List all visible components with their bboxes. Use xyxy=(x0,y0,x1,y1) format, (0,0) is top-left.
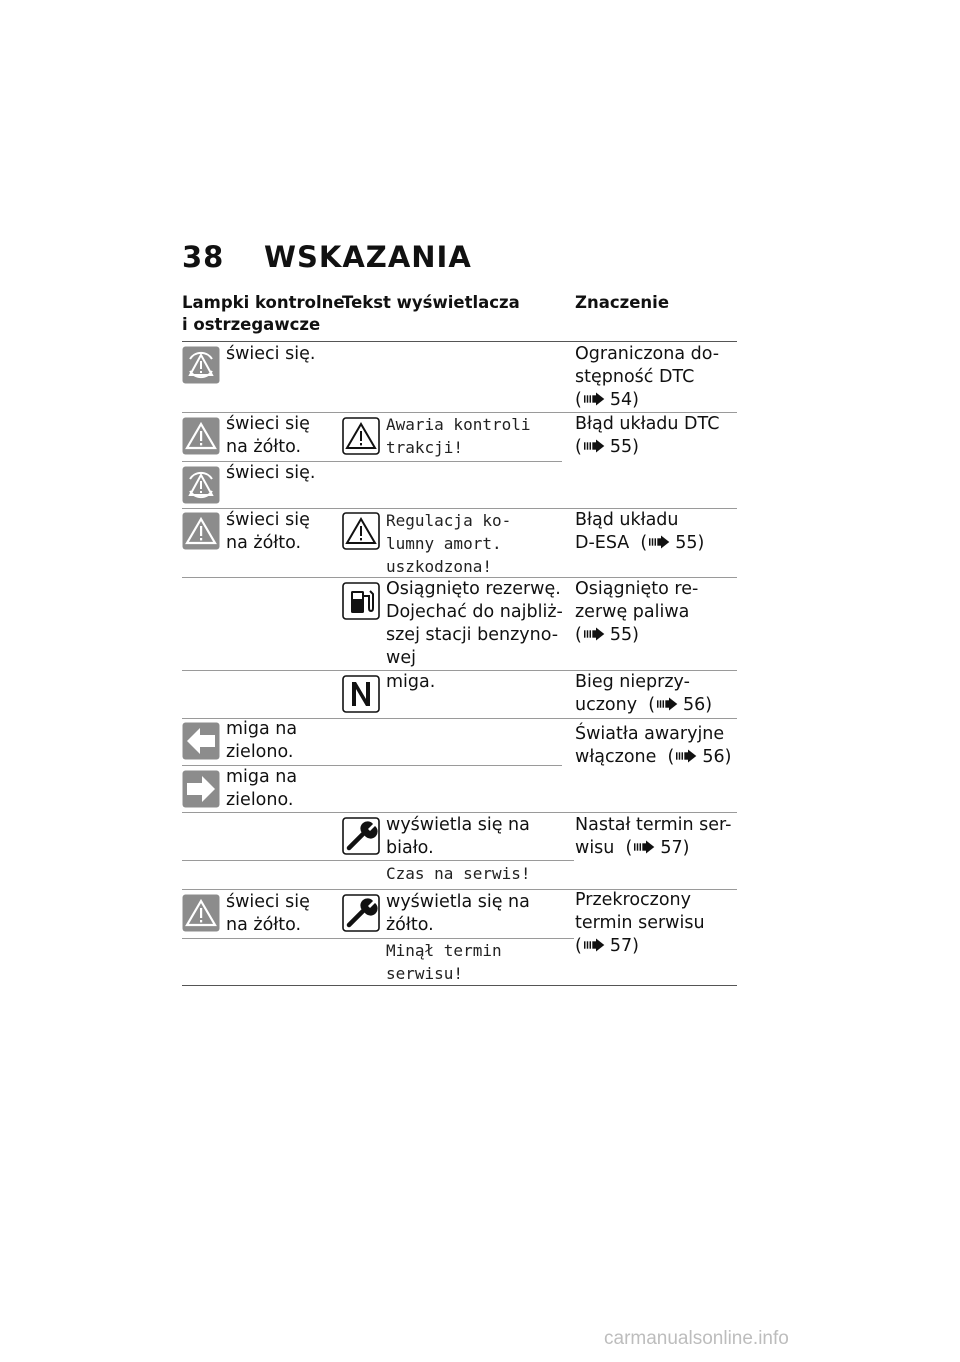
reference-arrow-icon xyxy=(584,626,608,642)
page-heading xyxy=(182,240,472,274)
row4-status-line1: świeci się xyxy=(226,510,310,530)
row9-display-line1: wyświetla się na xyxy=(386,815,530,835)
row10-display xyxy=(386,891,530,937)
row5-display-line3: szej stacji benzyno- xyxy=(386,625,559,645)
table-bottom-rule xyxy=(182,985,737,986)
row9-display-text: Czas na serwis! xyxy=(386,864,531,883)
row3-status: świeci się. xyxy=(226,463,316,483)
row4-status xyxy=(226,509,310,555)
page-number: 38 xyxy=(182,240,225,274)
row10-display-line2: żółto. xyxy=(386,915,434,935)
row6-meaning xyxy=(575,671,712,717)
row-divider xyxy=(182,860,574,861)
row2-ref-text: 55) xyxy=(609,437,639,457)
reference-arrow-icon xyxy=(584,438,608,454)
row9-meaning-line2-text: wisu xyxy=(575,838,615,858)
row7-meaning-line2: włączone ( 56) xyxy=(575,747,732,767)
row5-display-line1: Osiągnięto rezerwę. xyxy=(386,579,561,599)
column-header-meaning: Znaczenie xyxy=(575,293,670,312)
row2-ref: ( 55) xyxy=(575,437,639,457)
row7-meaning xyxy=(575,723,731,769)
row10-display-text xyxy=(386,939,502,985)
row2-status xyxy=(226,413,310,459)
row6-meaning-line2: uczony ( 56) xyxy=(575,695,713,715)
row10-meaning-line2: termin serwisu xyxy=(575,913,705,933)
watermark-footer[interactable]: carmanualsonline.info xyxy=(604,1328,789,1349)
row8-status-line1: miga na xyxy=(226,767,298,787)
row10-display-line1: wyświetla się na xyxy=(386,892,530,912)
row-divider xyxy=(182,812,737,813)
row7-status xyxy=(226,718,297,764)
warning-triangle-icon xyxy=(182,512,220,550)
warning-triangle-outline-icon xyxy=(342,417,380,455)
row4-meaning xyxy=(575,509,704,555)
row5-meaning xyxy=(575,578,698,647)
row9-display-line2: biało. xyxy=(386,838,434,858)
row4-ref-text: 55) xyxy=(675,533,705,553)
turn-left-icon xyxy=(182,722,220,760)
row7-meaning-line2-text: włączone xyxy=(575,747,657,767)
page-title: WSKAZANIA xyxy=(264,240,472,274)
row2-display-line2: trakcji! xyxy=(386,438,464,457)
header-rule xyxy=(182,341,737,342)
row6-display: miga. xyxy=(386,672,436,692)
warning-triangle-icon xyxy=(182,894,220,932)
row5-display-line2: Dojechać do najbliż- xyxy=(386,602,563,622)
reference-arrow-icon xyxy=(584,937,608,953)
row4-display-line3: uszkodzona! xyxy=(386,557,492,576)
column-header-lamps-line2: i ostrzegawcze xyxy=(182,315,321,334)
row4-display-line1: Regulacja ko- xyxy=(386,511,512,530)
row9-meaning-line1: Nastał termin ser- xyxy=(575,815,732,835)
row2-status-line2: na żółto. xyxy=(226,437,302,457)
row10-display-text-line2: serwisu! xyxy=(386,964,464,983)
row10-status-line2: na żółto. xyxy=(226,915,302,935)
row6-ref-text: 56) xyxy=(683,695,713,715)
row5-meaning-line2: zerwę paliwa xyxy=(575,602,690,622)
reference-arrow-icon xyxy=(584,391,608,407)
row10-display-text-line1: Minął termin xyxy=(386,941,502,960)
row5-ref-text: 55) xyxy=(609,625,639,645)
warning-rotate-icon xyxy=(182,346,220,384)
row4-meaning-line1: Błąd układu xyxy=(575,510,679,530)
row1-meaning xyxy=(575,343,719,412)
row10-status-line1: świeci się xyxy=(226,892,310,912)
row8-status xyxy=(226,766,297,812)
row7-meaning-line1: Światła awaryjne xyxy=(575,724,725,744)
row5-ref: ( 55) xyxy=(575,625,639,645)
row4-display-line2: lumny amort. xyxy=(386,534,502,553)
reference-arrow-icon xyxy=(676,748,700,764)
row8-status-line2: zielono. xyxy=(226,790,294,810)
row2-meaning xyxy=(575,413,719,459)
row5-meaning-line1: Osiągnięto re- xyxy=(575,579,699,599)
turn-right-icon xyxy=(182,770,220,808)
reference-arrow-icon xyxy=(634,839,658,855)
row4-meaning-line2: D-ESA ( 55) xyxy=(575,533,705,553)
row10-status xyxy=(226,891,310,937)
row1-ref: ( 54) xyxy=(575,390,639,410)
row4-display xyxy=(386,509,511,578)
row2-meaning-line1: Błąd układu DTC xyxy=(575,414,720,434)
column-header-lamps xyxy=(182,292,345,336)
row7-ref-text: 56) xyxy=(702,747,732,767)
row1-ref-text: 54) xyxy=(609,390,639,410)
fuel-pump-icon xyxy=(342,582,380,620)
row10-ref: ( 57) xyxy=(575,936,639,956)
row10-meaning-line1: Przekroczony xyxy=(575,890,692,910)
row-divider xyxy=(182,938,574,939)
row2-display xyxy=(386,413,531,459)
row5-display-line4: wej xyxy=(386,648,416,668)
warning-rotate-icon xyxy=(182,466,220,504)
warning-triangle-outline-icon xyxy=(342,512,380,550)
row10-ref-text: 57) xyxy=(609,936,639,956)
row6-meaning-line1: Bieg nieprzy- xyxy=(575,672,690,692)
row10-meaning xyxy=(575,889,705,958)
row7-status-line1: miga na xyxy=(226,719,298,739)
reference-arrow-icon xyxy=(657,696,681,712)
wrench-icon xyxy=(342,817,380,855)
row9-meaning-line2: wisu ( 57) xyxy=(575,838,690,858)
warning-triangle-icon xyxy=(182,417,220,455)
row5-display xyxy=(386,578,563,670)
row2-status-line1: świeci się xyxy=(226,414,310,434)
column-header-lamps-line1: Lampki kontrolne xyxy=(182,293,345,312)
row9-ref-text: 57) xyxy=(660,838,690,858)
row9-display xyxy=(386,814,530,860)
row9-meaning xyxy=(575,814,731,860)
row6-meaning-line2-text: uczony xyxy=(575,695,638,715)
row4-status-line2: na żółto. xyxy=(226,533,302,553)
row7-status-line2: zielono. xyxy=(226,742,294,762)
reference-arrow-icon xyxy=(649,534,673,550)
row2-display-line1: Awaria kontroli xyxy=(386,415,531,434)
column-header-display: Tekst wyświetlacza xyxy=(342,293,520,312)
wrench-icon xyxy=(342,894,380,932)
row1-status: świeci się. xyxy=(226,344,316,364)
row1-meaning-line2: stępność DTC xyxy=(575,367,695,387)
row4-meaning-line2-text: D-ESA xyxy=(575,533,630,553)
row1-meaning-line1: Ograniczona do- xyxy=(575,344,720,364)
neutral-n-icon xyxy=(342,675,380,713)
